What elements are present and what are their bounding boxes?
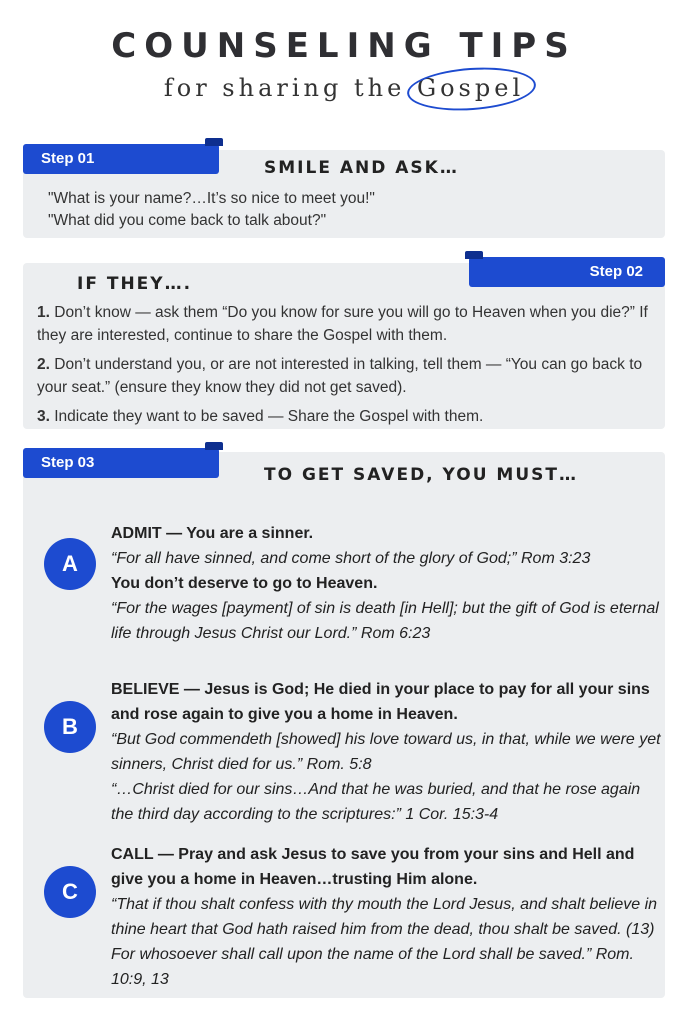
call-verse: “That if thou shalt confess with thy mouth the Lord Jesus, and shalt believe in thine heart that God hath raised him from the dead, thou shalt be saved. (13) For whosoever shall call upon the name of the Lord shall be saved.” Rom. 10:9, 13 [111, 896, 658, 988]
step1-tab [23, 144, 219, 174]
believe-item: BELIEVE — Jesus is God; He died in your place to pay for all your sins and rose again to give you a home in Heaven. “But God commendeth [showed] his love toward us, in that, while we were yet sinners, Christ died for us.” Rom. 5:8 “…Christ died for our sins…And that he was buried, and that he rose again the third day according to the scriptures:” 1 Cor. 15:3-4 [111, 677, 666, 827]
admit-lead: ADMIT [111, 525, 162, 542]
step1-tab-label: Step 01 [41, 150, 95, 167]
badge-b: B [44, 701, 96, 753]
admit-item: ADMIT — You are a sinner. “For all have sinned, and come short of the glory of God;” Rom 3:23 You don’t deserve to go to Heaven. “For the wages [payment] of sin is death [in Hell]; but the gift of God is eternal life through Jesus Christ our Lord.” Rom 6:23 [111, 521, 666, 646]
step1-line: "What did you come back to talk about?" [48, 212, 327, 229]
step2-heading: IF THEY…. [77, 274, 193, 294]
admit-verse: “For all have sinned, and come short of the glory of God;” Rom 3:23 [111, 550, 591, 567]
admit-statement: You don’t deserve to go to Heaven. [111, 575, 378, 592]
subtitle-highlight: Gospel [416, 74, 525, 102]
step2-tab-label: Step 02 [589, 263, 643, 280]
step3-heading: TO GET SAVED, YOU MUST… [264, 465, 578, 485]
believe-verse: “…Christ died for our sins…And that he was buried, and that he rose again the third day according to the scriptures:” 1 Cor. 15:3-4 [111, 781, 641, 823]
list-item: 2. Don’t understand you, or are not interested in talking, tell them — “You can go back to your seat.” (ensure they know they did not get saved). [37, 356, 643, 396]
page-subtitle [0, 74, 688, 102]
step3-tab-label: Step 03 [41, 454, 95, 471]
page-title: COUNSELING TIPS [111, 26, 577, 66]
list-item: 3. Indicate they want to be saved — Share the Gospel with them. [37, 408, 484, 425]
step1-text [48, 188, 648, 232]
step1-heading: SMILE AND ASK… [264, 158, 459, 178]
admit-verse: “For the wages [payment] of sin is death [in Hell]; but the gift of God is eternal life through Jesus Christ our Lord.” Rom 6:23 [111, 600, 659, 642]
step1-line: "What is your name?…It’s so nice to meet you!" [48, 190, 375, 207]
call-item: CALL — Pray and ask Jesus to save you from your sins and Hell and give you a home in Heaven…trusting Him alone. “That if thou shalt confess with thy mouth the Lord Jesus, and shalt believe in thine heart that God hath raised him from the dead, thou shalt be saved. (13) For whosoever shall call upon the name of the Lord shall be saved.” Rom. 10:9, 13 [111, 842, 666, 992]
believe-verse: “But God commendeth [showed] his love toward us, in that, while we were yet sinners, Christ died for us.” Rom. 5:8 [111, 731, 661, 773]
badge-c: C [44, 866, 96, 918]
list-item: 1. Don’t know — ask them “Do you know for sure you will go to Heaven when you die?” If they are interested, continue to share the Gospel with them. [37, 304, 648, 344]
step2-tab [469, 257, 665, 287]
call-lead: CALL [111, 846, 154, 863]
subtitle-prefix: for sharing the [163, 74, 406, 102]
believe-lead: BELIEVE [111, 681, 180, 698]
step3-tab [23, 448, 219, 478]
badge-a: A [44, 538, 96, 590]
step2-list [37, 301, 657, 434]
